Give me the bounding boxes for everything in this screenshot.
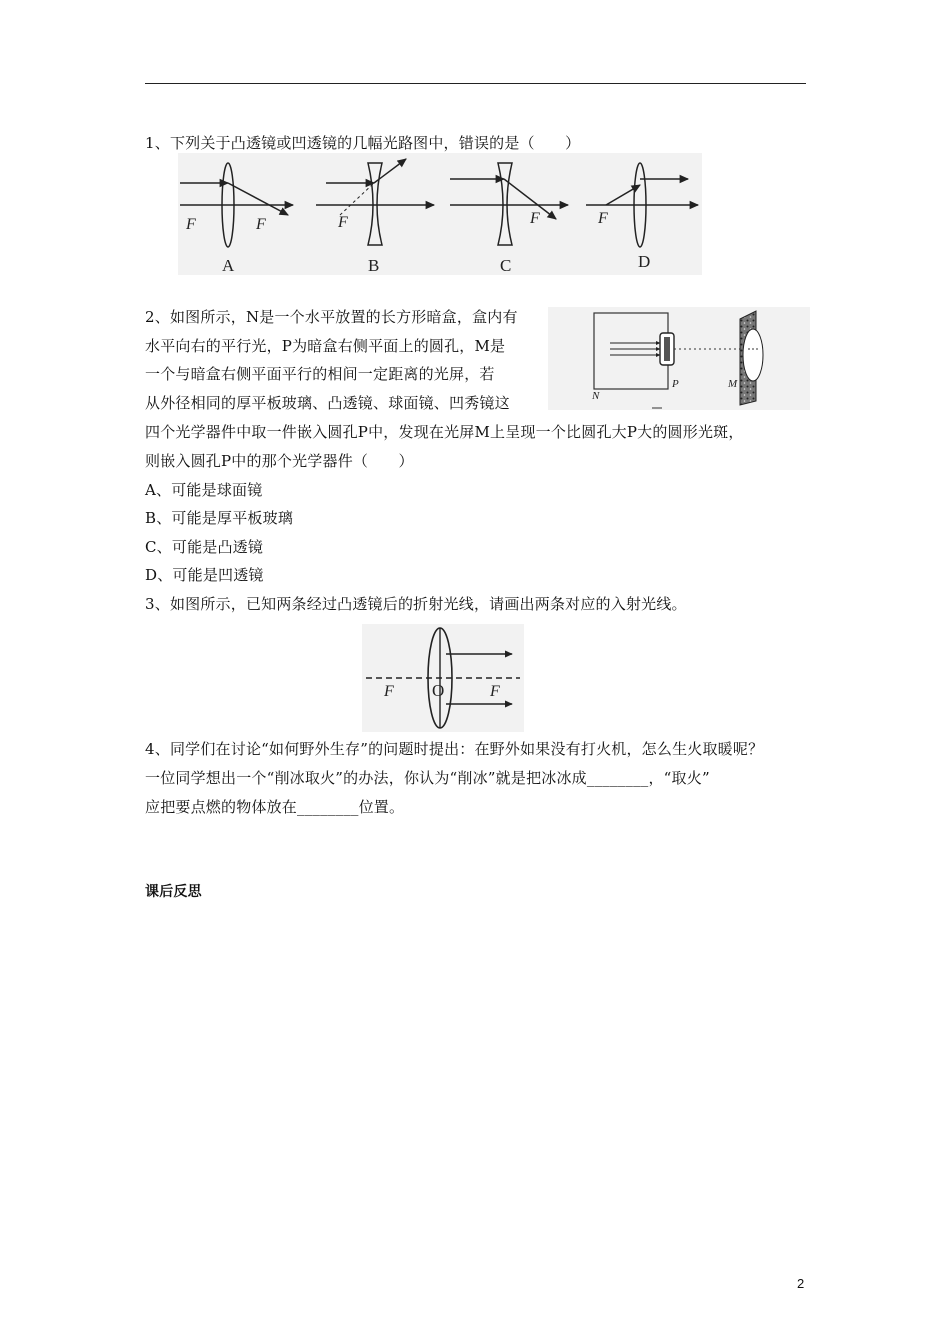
diagram-d [586,163,698,271]
q1-option-b: B [368,256,380,275]
q4-line-1: 4、同学们在讨论“如何野外生存”的问题时提出：在野外如果没有打火机，怎么生火取暖呢？ [145,740,764,758]
q1-a-focus-right: F [256,216,266,233]
q3-figure [362,624,524,732]
q3-center-o: O [432,681,445,700]
q2-label-n: N [592,390,600,402]
reflection-heading: 课后反思 [145,884,202,900]
q3-right-focus: F [490,683,500,700]
page-number: 2 [797,1276,805,1291]
q2-figure [548,307,810,410]
q3-left-focus: F [384,683,394,700]
q1-c-focus: F [530,210,540,227]
q1-option-d: D [638,252,651,271]
q2-choice-d: D、可能是凹透镜 [145,566,264,584]
q2-line-4: 从外径相同的厚平板玻璃、凸透镜、球面镜、凹秀镜这 [145,394,510,412]
q2-line-5: 四个光学器件中取一件嵌入圆孔P中，发现在光屏M上呈现一个比圆孔大P大的圆形光斑， [145,423,744,441]
q2-choice-b: B、可能是厚平板玻璃 [145,509,294,527]
diagram-c [450,163,568,275]
q1-a-focus-left: F [186,216,196,233]
q3-convex-lens-diagram [362,624,524,732]
q4-line-3: 应把要点燃的物体放在________位置。 [145,798,405,816]
q2-line-6: 则嵌入圆孔P中的那个光学器件（ ） [145,452,414,470]
q2-choice-a: A、可能是球面镜 [145,481,263,499]
q2-line-3: 一个与暗盒右侧平面平行的相间一定距离的光屏，若 [145,365,495,383]
q1-b-focus: F [338,214,348,231]
q3-text: 3、如图所示，已知两条经过凸透镜后的折射光线，请画出两条对应的入射光线。 [145,595,687,613]
q1-figure [178,153,702,275]
q2-label-p: P [672,378,679,390]
q1-d-focus: F [598,210,608,227]
q1-text: 1、下列关于凸透镜或凹透镜的几幅光路图中，错误的是（ ） [145,134,581,152]
q2-choice-c: C、可能是凸透镜 [145,538,264,556]
diagram-b [316,159,434,275]
header-rule [145,83,806,84]
diagram-a [180,163,293,275]
q4-line-2: 一位同学想出一个“削冰取火”的办法，你认为“削冰”就是把冰冰成________，“取火” [145,769,710,787]
q2-line-1: 2、如图所示，N是一个水平放置的长方形暗盒，盒内有 [145,308,518,326]
q1-option-c: C [500,256,512,275]
q2-dark-box-diagram [548,307,810,410]
q1-option-a: A [222,256,235,275]
q2-label-m: M [728,378,738,390]
q1-light-path-diagrams [178,153,702,275]
q2-line-2: 水平向右的平行光，P为暗盒右侧平面上的圆孔，M是 [145,337,506,355]
